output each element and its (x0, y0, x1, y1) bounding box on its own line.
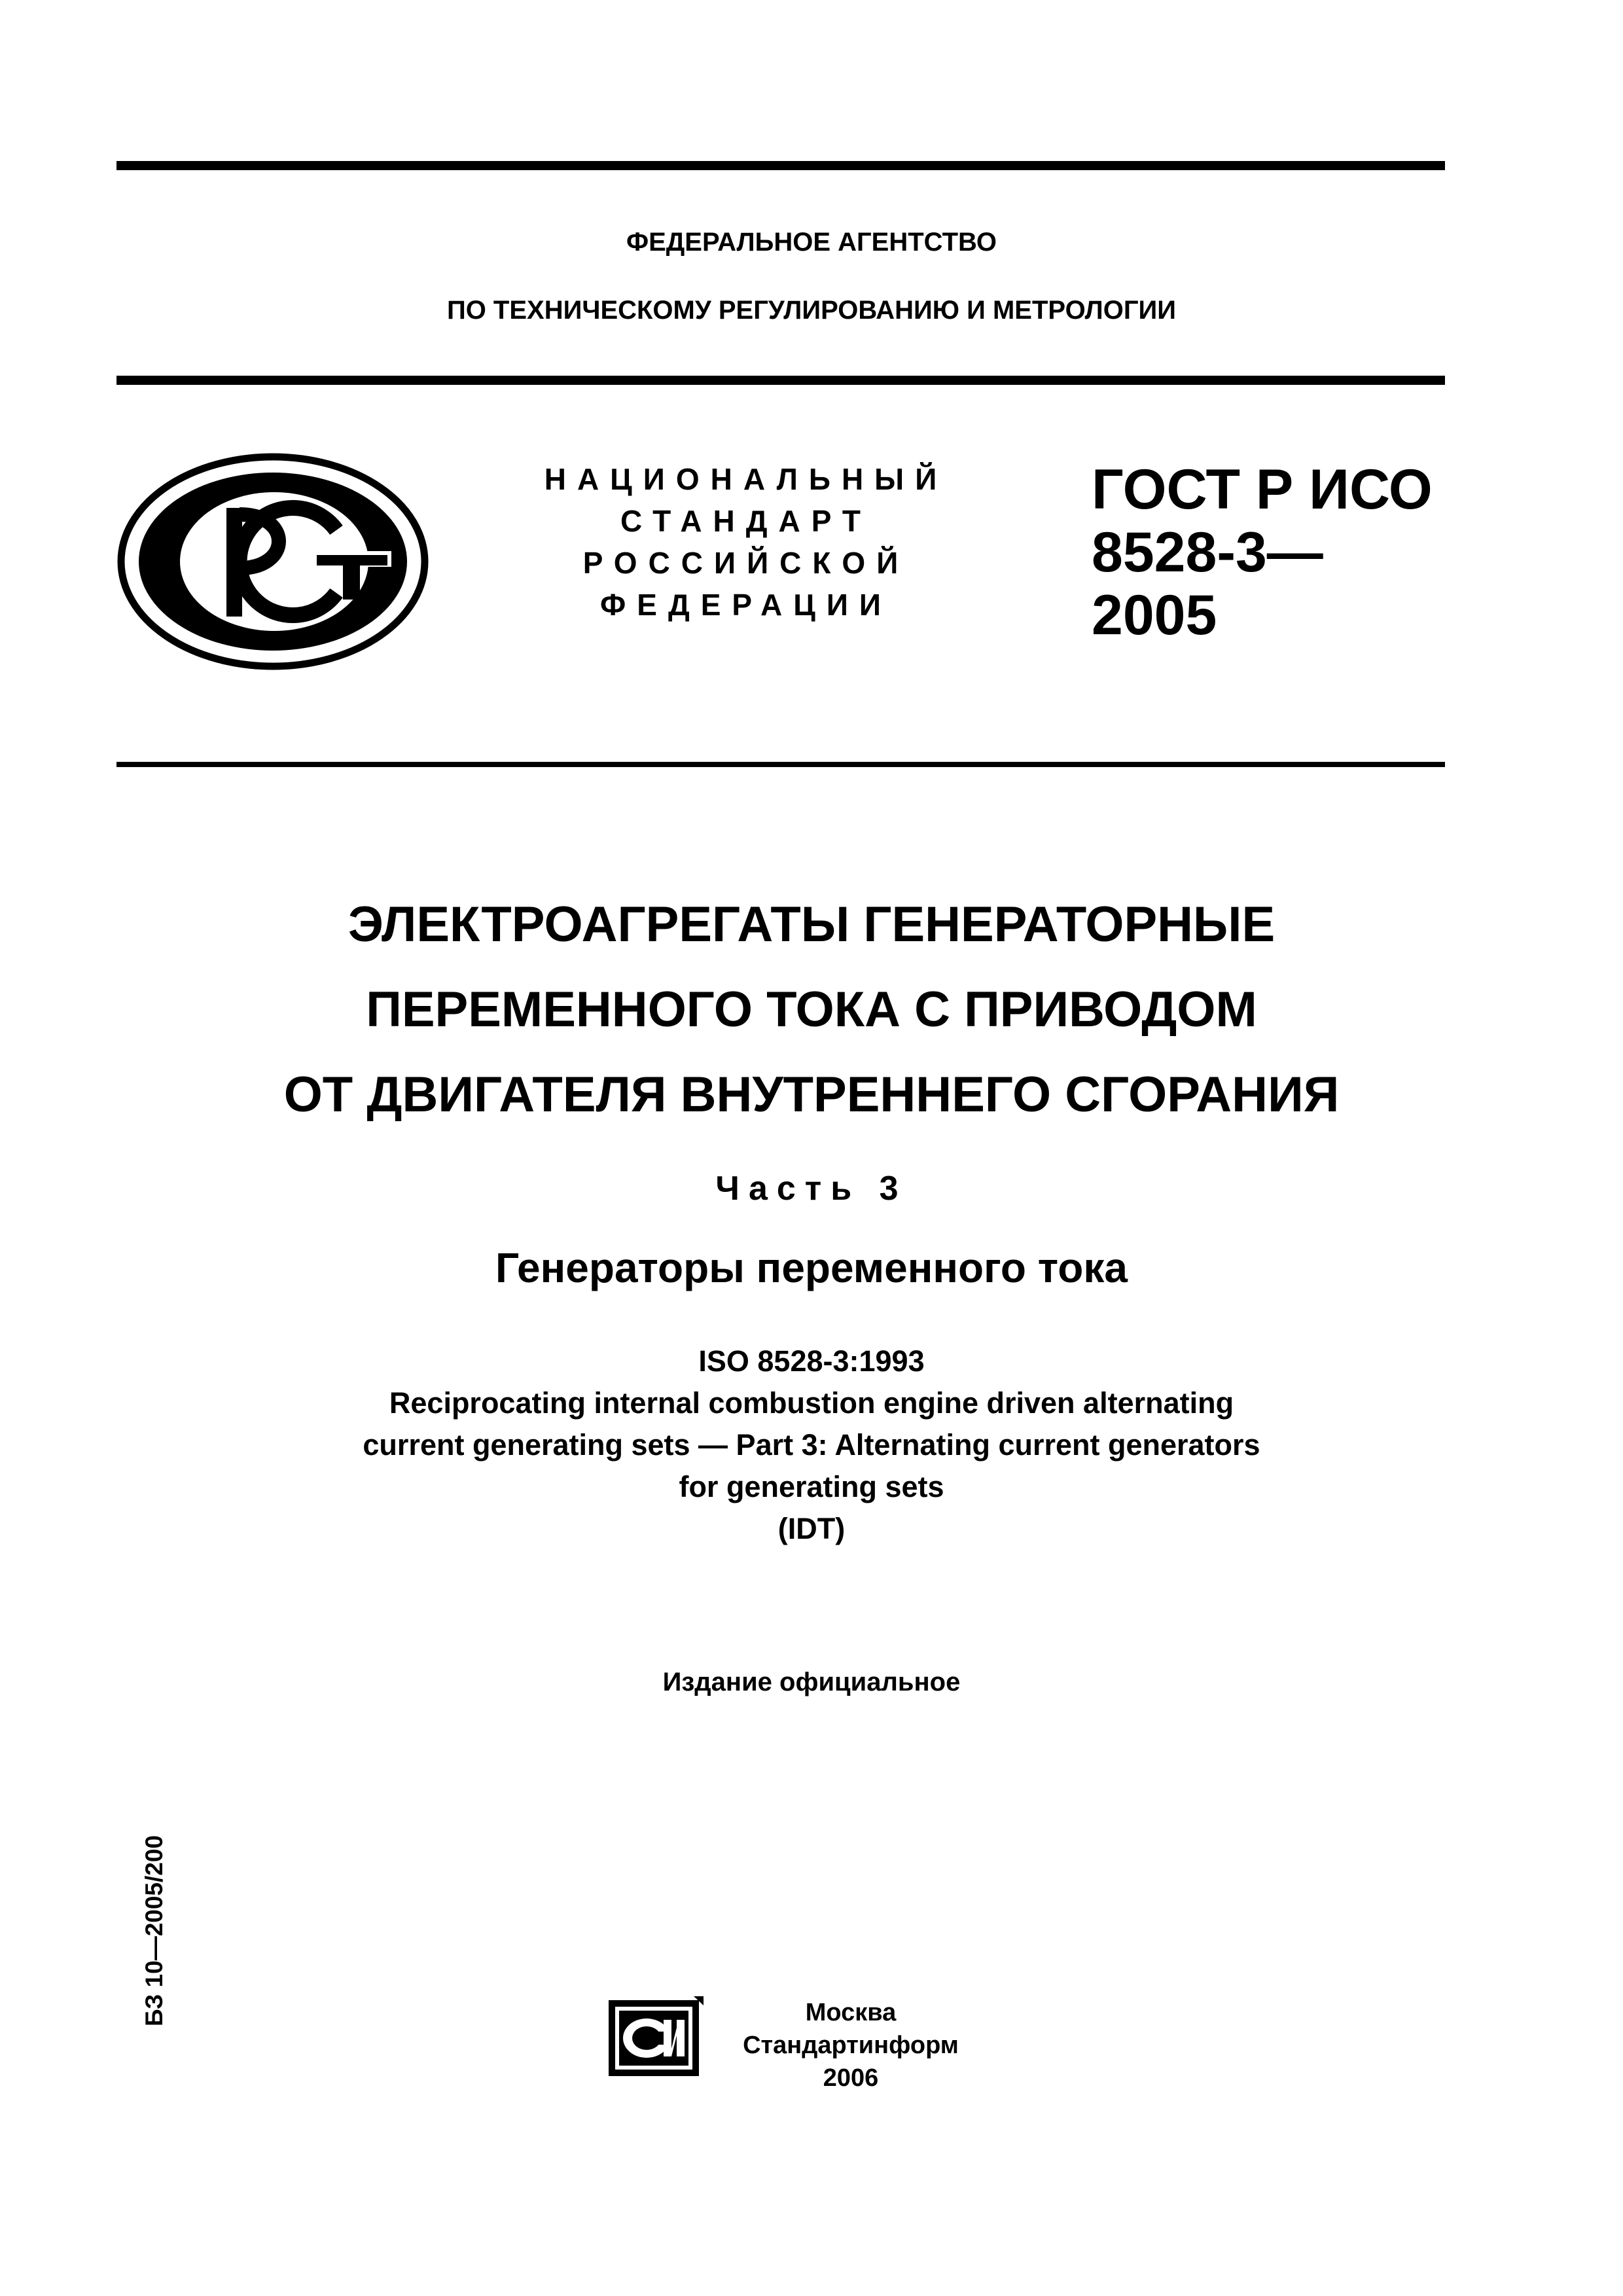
iso-line-2: Reciprocating internal combustion engine driven alternating (389, 1386, 1234, 1420)
iso-reference (0, 1340, 1623, 1550)
title-line-2: ПЕРЕМЕННОГО ТОКА С ПРИВОДОМ (366, 982, 1257, 1037)
edition-label: Издание официальное (662, 1668, 961, 1696)
iso-line-5: (IDT) (777, 1512, 846, 1545)
national-line-1: НАЦИОНАЛЬНЫЙ (544, 462, 948, 496)
iso-line-3: current generating sets — Part 3: Alternating current generators (363, 1428, 1260, 1462)
side-code: БЗ 10—2005/200 (141, 1835, 168, 2027)
title-line-1: ЭЛЕКТРОАГРЕГАТЫ ГЕНЕРАТОРНЫЕ (348, 897, 1275, 952)
header-bottom-rule (116, 376, 1445, 385)
top-rule (116, 161, 1445, 170)
designation-line-2: 8528-3— (1092, 521, 1323, 584)
national-line-2: СТАНДАРТ (620, 504, 872, 538)
iso-line-1: ISO 8528-3:1993 (698, 1344, 925, 1378)
agency-line-1: ФЕДЕРАЛЬНОЕ АГЕНТСТВО (626, 228, 997, 257)
designation-line-3: 2005 (1092, 584, 1217, 647)
national-line-3: РОССИЙСКОЙ (582, 546, 910, 580)
publisher-name: Стандартинформ (743, 2032, 959, 2059)
publisher-block (733, 1996, 969, 2094)
standartinform-logo-icon (609, 1996, 704, 2076)
national-standard-label (497, 458, 995, 626)
document-title (0, 882, 1623, 1138)
agency-line-2: ПО ТЕХНИЧЕСКОМУ РЕГУЛИРОВАНИЮ И МЕТРОЛОГИИ (446, 296, 1177, 325)
rst-certification-mark-icon (116, 453, 429, 670)
standard-designation (1092, 458, 1433, 647)
national-line-4: ФЕДЕРАЦИИ (600, 588, 892, 622)
designation-line-1: ГОСТ Р ИСО (1092, 458, 1433, 521)
part-subtitle: Генераторы переменного тока (495, 1244, 1128, 1291)
iso-line-4: for generating sets (679, 1470, 944, 1503)
publisher-city: Москва (805, 1999, 897, 2026)
standard-block-bottom-rule (116, 762, 1445, 767)
publisher-year: 2006 (823, 2064, 879, 2092)
part-label: Часть 3 (715, 1170, 908, 1208)
title-line-3: ОТ ДВИГАТЕЛЯ ВНУТРЕННЕГО СГОРАНИЯ (283, 1067, 1340, 1122)
